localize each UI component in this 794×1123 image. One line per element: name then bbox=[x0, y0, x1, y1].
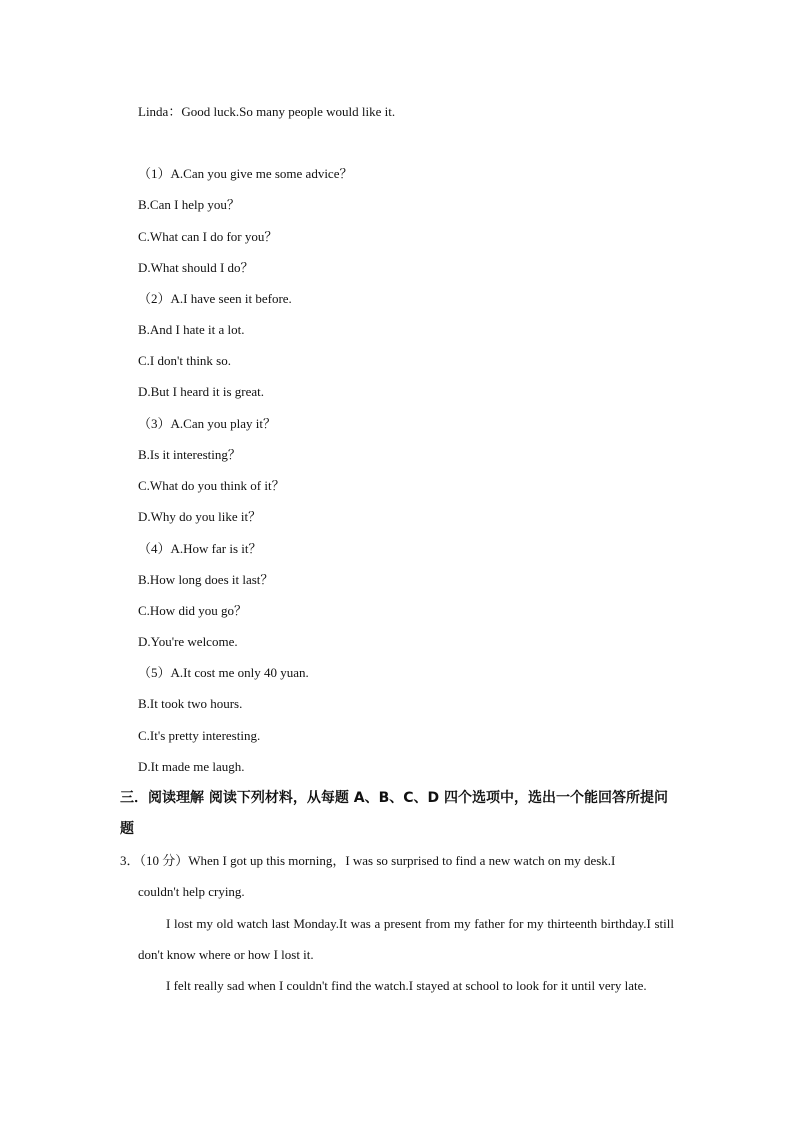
passage-paragraph-2: I felt really sad when I couldn't find the watch.I stayed at school to look for it until very late. bbox=[166, 978, 647, 993]
question-2-option-d: D.But I heard it is great. bbox=[138, 384, 264, 399]
option-text: A.It cost me only 40 yuan. bbox=[170, 665, 309, 680]
question-2-option-c: C.I don't think so. bbox=[138, 353, 231, 368]
question-1-option-b: B.Can I help you？ bbox=[138, 197, 240, 212]
question-5-option-d: D.It made me laugh. bbox=[138, 759, 245, 774]
question-number: （2） bbox=[138, 291, 171, 306]
question-4-option-a bbox=[138, 541, 262, 557]
question-4-option-c: C.How did you go？ bbox=[138, 603, 248, 618]
question-number: （1） bbox=[138, 166, 171, 181]
option-text: A.Can you give me some advice？ bbox=[170, 166, 353, 181]
question-5-option-a bbox=[138, 665, 309, 681]
question-number: （4） bbox=[138, 541, 171, 556]
question-5-option-b: B.It took two hours. bbox=[138, 696, 243, 711]
question-3-option-c: C.What do you think of it？ bbox=[138, 478, 285, 493]
question-1-option-c: C.What can I do for you？ bbox=[138, 229, 278, 244]
question-3-intro-continued: couldn't help crying. bbox=[138, 884, 245, 899]
question-1-option-a bbox=[138, 166, 352, 182]
question-number: （3） bbox=[138, 416, 171, 431]
question-5-option-c: C.It's pretty interesting. bbox=[138, 728, 261, 743]
option-text: A.Can you play it？ bbox=[170, 416, 276, 431]
dialog-linda-line: Linda：Good luck.So many people would like it. bbox=[138, 104, 396, 119]
question-4-option-d: D.You're welcome. bbox=[138, 634, 238, 649]
section-heading-continued: 题 bbox=[120, 821, 134, 837]
question-3-intro-line: 3．（10 分）When I got up this morning，I was so surprised to find a new watch on my desk.I bbox=[120, 853, 616, 868]
question-1-option-d: D.What should I do？ bbox=[138, 260, 254, 275]
question-number: （5） bbox=[138, 665, 171, 680]
question-2-option-b: B.And I hate it a lot. bbox=[138, 322, 245, 337]
question-3-option-b: B.Is it interesting？ bbox=[138, 447, 241, 462]
question-3-option-d: D.Why do you like it？ bbox=[138, 509, 262, 524]
question-3-option-a bbox=[138, 416, 276, 432]
question-2-option-a bbox=[138, 291, 292, 307]
option-text: A.How far is it？ bbox=[170, 541, 262, 556]
question-4-option-b: B.How long does it last？ bbox=[138, 572, 274, 587]
passage-paragraph-1: I lost my old watch last Monday.It was a present from my father for my thirteenth birthday.I still don't know where or how I lost it. bbox=[138, 916, 674, 962]
section-heading: 三．阅读理解 阅读下列材料，从每题 A、B、C、D 四个选项中，选出一个能回答所提问 bbox=[120, 790, 669, 806]
option-text: A.I have seen it before. bbox=[170, 291, 292, 306]
